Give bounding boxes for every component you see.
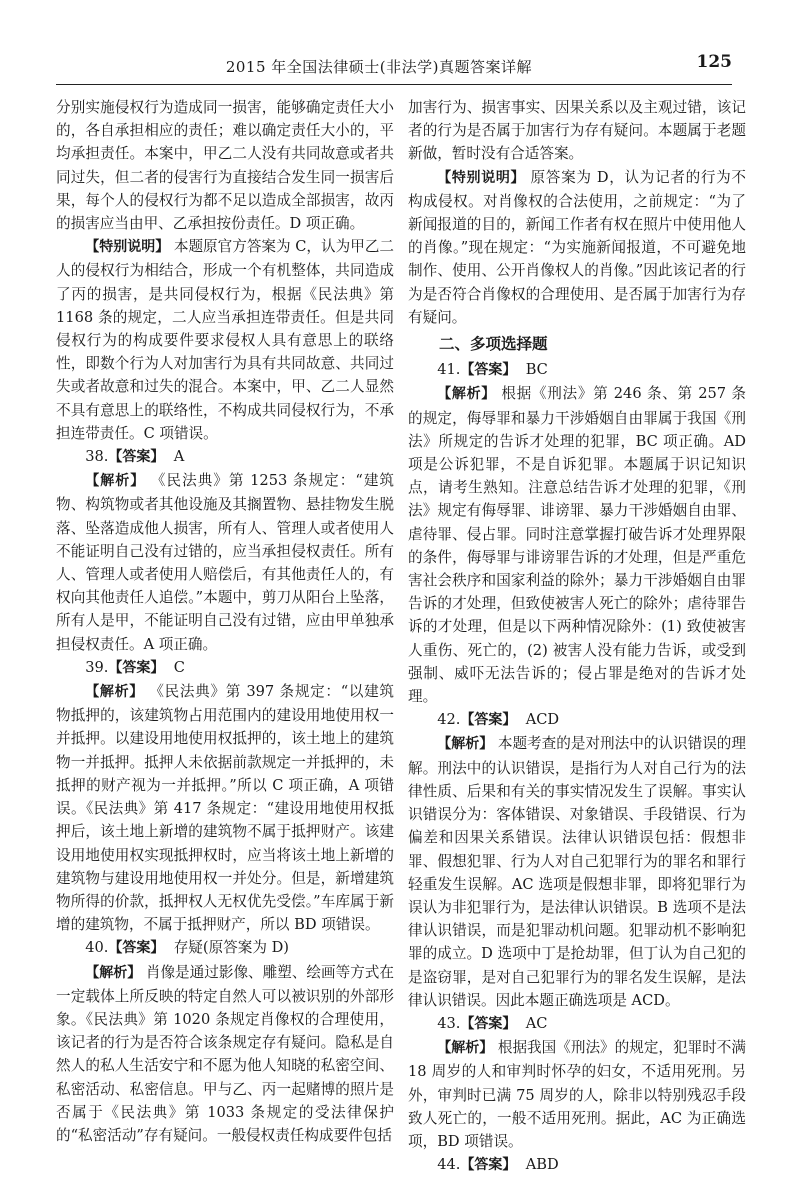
answer-value: 存疑(原答案为 D)	[173, 939, 289, 957]
analysis-40	[56, 961, 394, 1148]
answer-label: 【答案】	[108, 449, 165, 466]
question-number: 43.	[437, 1014, 461, 1032]
page-number: 125	[696, 52, 732, 72]
analysis-text: 《民法典》第 397 条规定：“以建筑物抵押的，该建筑物占用范围内的建设用地使用权一并抵押。以建设用地使用权抵押的，该土地上的建筑物一并抵押。抵押人未依据前款规定一并抵押的，未抵押的财产视为一并抵押。”所以 C 项正确，A 项错误。《民法典》第 417 条规定：“建设用地使用权抵押后，该土地上新增的建筑物不属于抵押财产。该建设用地使用权实现抵押权时，应当将该土地上新增的建筑物与建设用地使用权一并处分。但是，新增建筑物所得的价款，抵押权人无权优先受偿。”车库属于新增的建筑物，不属于抵押财产，所以 BD 项错误。	[56, 683, 395, 934]
analysis-38	[56, 469, 394, 656]
analysis-label: 【解析】	[437, 736, 494, 753]
answer-value: C	[173, 658, 185, 676]
answer-value: ABD	[525, 1156, 559, 1174]
analysis-text: 《民法典》第 1253 条规定：“建筑物、构筑物或者其他设施及其搁置物、悬挂物发生脱落、坠落造成他人损害，所有人、管理人或者使用人不能证明自己没有过错的，应当承担侵权责任。所有人、管理人或者使用人赔偿后，有其他责任人的，有权向其他责任人追偿。”本题中，剪刀从阳台上坠落，所有人是甲，不能证明自己没有过错，应由甲单独承担侵权责任。A 项正确。	[56, 472, 395, 653]
answer-value: AC	[525, 1014, 548, 1032]
answer-39	[56, 656, 394, 680]
answer-40	[56, 936, 394, 960]
paragraph-continued: 加害行为、损害事实、因果关系以及主观过错，该记者的行为是否属于加害行为存有疑问。本题属于老题新做，暂时没有合适答案。	[408, 99, 746, 163]
answer-label: 【答案】	[460, 1157, 517, 1174]
question-number: 42.	[437, 711, 461, 729]
answer-value: BC	[525, 361, 548, 379]
question-number: 38.	[85, 448, 109, 466]
section-title: 二、多项选择题	[439, 335, 548, 354]
right-column	[408, 96, 746, 1177]
left-column	[56, 96, 394, 1147]
analysis-text: 根据我国《刑法》的规定，犯罪时不满 18 周岁的人和审判时怀孕的妇女，不适用死刑。另外，审判时已满 75 周岁的人，除非以特别残忍手段致人死亡的，一般不适用死刑。据此，AC 为正确选项，BD 项错误。	[408, 1039, 747, 1150]
answer-42	[408, 708, 746, 732]
answer-label: 【答案】	[108, 659, 165, 676]
paragraph-continued: 分别实施侵权行为造成同一损害，能够确定责任大小的，各自承担相应的责任；难以确定责任大小的，平均承担责任。本案中，甲乙二人没有共同故意或者共同过失，但二者的侵害行为直接结合发生同一损害后果，每个人的侵权行为都不足以造成全部损害，故丙的损害应当由甲、乙承担按份责任。D 项正确。	[56, 99, 394, 233]
answer-label: 【答案】	[108, 940, 165, 957]
analysis-text: 肖像是通过影像、雕塑、绘画等方式在一定载体上所反映的特定自然人可以被识别的外部形象。《民法典》第 1020 条规定肖像权的合理使用，该记者的行为是否符合该条规定存有疑问。隐私是自然人的私人生活安宁和不愿为他人知晓的私密空间、私密活动、私密信息。甲与乙、丙一起赌博的照片是否属于《民法典》第 1033 条规定的受法律保护的“私密活动”存有疑问。一般侵权责任构成要件包括	[56, 963, 395, 1144]
analysis-42	[408, 732, 746, 1011]
special-note-37	[56, 235, 394, 445]
analysis-label: 【解析】	[85, 684, 144, 701]
analysis-39	[56, 680, 394, 936]
answer-label: 【答案】	[460, 362, 517, 379]
question-number: 39.	[85, 658, 109, 676]
question-number: 44.	[437, 1156, 461, 1174]
answer-label: 【答案】	[460, 1015, 517, 1032]
answer-label: 【答案】	[460, 712, 517, 729]
analysis-text: 根据《刑法》第 246 条、第 257 条的规定，侮辱罪和暴力干涉婚姻自由罪属于我国《刑法》所规定的告诉才处理的犯罪，BC 项正确。AD 项是公诉犯罪，不是自诉犯罪。本题属于识记知识点，请考生熟知。注意总结告诉才处理的犯罪，《刑法》规定有侮辱罪、诽谤罪、暴力干涉婚姻自由罪、虐待罪、侵占罪。同时注意掌握打破告诉才处理界限的条件，侮辱罪与诽谤罪告诉的才处理，但是严重危害社会秩序和国家利益的除外；暴力干涉婚姻自由罪告诉的才处理，但致使被害人死亡的除外；虐待罪告诉的才处理，但是以下两种情况除外：(1) 致使被害人重伤、死亡的，(2) 被害人没有能力告诉，或受到强制、威吓无法告诉的；侵占罪是绝对的告诉才处理。	[408, 385, 746, 706]
special-note-40	[408, 166, 746, 329]
answer-44	[408, 1153, 746, 1177]
running-header	[56, 48, 732, 85]
answer-41	[408, 358, 746, 382]
question-number: 41.	[437, 361, 461, 379]
note-label: 【特别说明】	[437, 169, 526, 186]
analysis-label: 【解析】	[85, 473, 146, 490]
analysis-label: 【解析】	[85, 964, 142, 981]
analysis-41	[408, 382, 746, 708]
analysis-label: 【解析】	[437, 1040, 494, 1057]
header-title: 2015 年全国法律硕士(非法学)真题答案详解	[225, 58, 532, 76]
analysis-text: 本题考查的是对刑法中的认识错误的理解。刑法中的认识错误，是指行为人对自己行为的法律性质、后果和有关的事实情况发生了误解。事实认识错误分为：客体错误、对象错误、手段错误、行为偏差和因果关系错误。法律认识错误包括：假想非罪、假想犯罪、行为人对自己犯罪行为的罪名和罪行轻重发生误解。AC 选项是假想非罪，即将犯罪行为误认为非犯罪行为，是法律认识错误。B 选项不是法律认识错误，而是犯罪动机问题。犯罪动机不影响犯罪的成立。D 选项中丁是抢劫罪，但丁认为自己犯的是盗窃罪，是对自己犯罪行为的罪名发生误解，是法律认识错误。因此本题正确选项是 ACD。	[408, 735, 747, 1009]
note-text: 原答案为 D，认为记者的行为不构成侵权。对肖像权的合法使用，之前规定：“为了新闻报道的目的，新闻工作者有权在照片中使用他人的肖像。”现在规定：“为实施新闻报道，不可避免地制作、使用、公开肖像权人的肖像。”因此该记者的行为是否符合肖像权的合理使用、是否属于加害行为存有疑问。	[408, 168, 746, 326]
note-text: 本题原官方答案为 C，认为甲乙二人的侵权行为相结合，形成一个有机整体，共同造成了丙的损害，是共同侵权行为，根据《民法典》第 1168 条的规定，二人应当承担连带责任。但是共同侵权行为的构成要件要求侵权人具有意思上的联络性，即数个行为人对加害行为具有共同故意、共同过失或者故意和过失的混合。本案中，甲、乙二人显然不具有意思上的联络性，不构成共同侵权行为，不承担连带责任。C 项错误。	[56, 238, 395, 442]
analysis-43	[408, 1036, 746, 1153]
analysis-label: 【解析】	[437, 386, 496, 403]
note-label: 【特别说明】	[85, 239, 170, 256]
answer-43	[408, 1012, 746, 1036]
question-number: 40.	[85, 939, 109, 957]
answer-value: ACD	[525, 711, 560, 729]
answer-38	[56, 445, 394, 469]
answer-value: A	[173, 448, 185, 466]
